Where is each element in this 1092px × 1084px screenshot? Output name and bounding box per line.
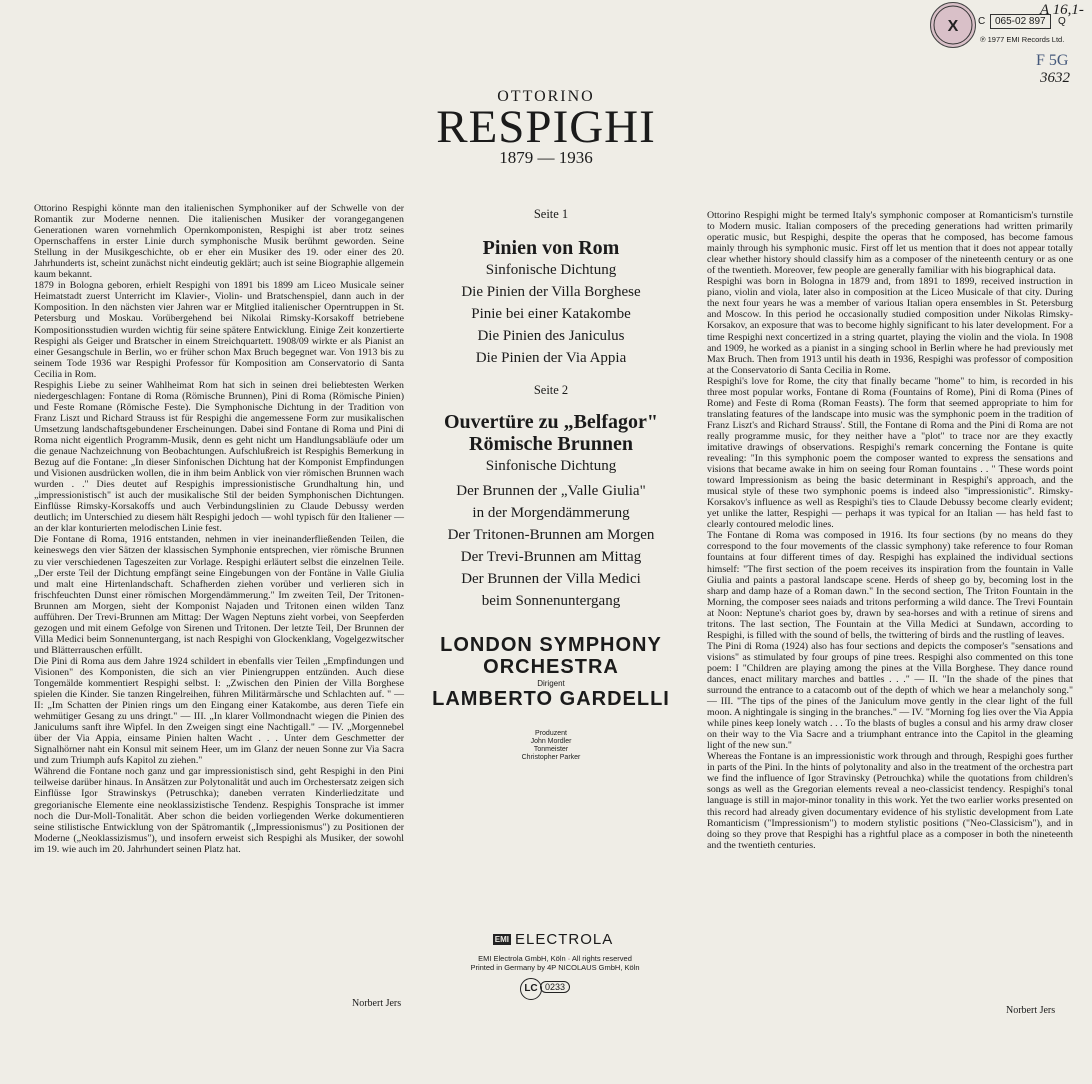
seal-icon (931, 3, 975, 47)
composer-surname: RESPIGHI (436, 101, 656, 153)
credit-line: Tonmeister (533, 746, 569, 753)
movement: Der Tritonen-Brunnen am Morgen (447, 527, 655, 543)
movement: Die Pinien des Janiculus (477, 328, 625, 344)
pathe-marconi-seal (930, 2, 976, 48)
side-1-label: Seite 1 (533, 207, 569, 221)
movement: Der Brunnen der „Valle Giulia" (456, 483, 646, 499)
paragraph: The Pini di Roma (1924) also has four sections and depicts the composer's "sensations and visions" as stimulated by four groups of pine trees. Respighi also commented on this tone poem: I "Children are playing among the pines at the Villa Borghese. They dance round dances, enact military marches and battles . . ." — II. "In the shade of the pines that surround the entrance to a catacomb out of the depth of which we hear a melancholy song." — III. "The tips of the pines of the Janiculum move gently in the clear light of the full moon. A nightingale is singing in the branches." — IV. "Morning fog lies over the Via Appia while pines keep lonely watch . . . To the blasts of bugles a consul and his army draw closer on their way to the Via Sacre and a triumphant entrance into the Capitol in the gleaming light of the new sun." (707, 640, 1073, 752)
copyright: ℗ 1977 EMI Records Ltd. (980, 35, 1065, 44)
work-title: Pinien von Rom (482, 237, 620, 259)
svg-text:X: X (947, 18, 959, 35)
german-liner-notes (34, 203, 404, 855)
orchestra-name-line2: ORCHESTRA (483, 656, 619, 678)
german-signature: Norbert Jers (352, 998, 402, 1009)
movement: Pinie bei einer Katakombe (471, 306, 631, 322)
handwritten-note-2: F 5G (1036, 52, 1069, 69)
english-signature: Norbert Jers (1006, 1005, 1056, 1016)
paragraph: Die Fontane di Roma, 1916 entstanden, nehmen in vier ineinanderfließenden Teilen, die keineswegs den vier Sätzen der klassischen Symphonie entsprechen, vier römische Brunnen zu vier verschiedenen Tageszeiten zur Vorlage. Respighi erläutert selbst die einzelnen Teile. „Der erste Teil der Dichtung empfängt seine Eingebungen von der Fontäne in Valle Giulia und malt eine Hirtenlandschaft. Schafherden ziehen vorüber und verlieren sich in frischfeuchten Dunst einer römischen Morgendämmerung." Im zweiten Teil, Der Tritonen-Brunnen am Morgen, sieht der Komponist Najaden und Tritonen einen wilden Tanz aufführen. Der Trevi-Brunnen am Mittag: Der Wagen Neptuns zieht vorbei, von Seepferden gezogen und mit einem Gefolge von Sirenen und Tritonen. Der letzte Teil, Der Brunnen der Villa Medici beim Sonnenuntergang, ist nach Respighi von Glockenklang, Vogelgezwitscher und Blätterrauschen erfüllt. (34, 534, 404, 656)
imprint-line: Printed in Germany by 4P NICOLAUS GmbH, Köln (470, 963, 640, 972)
paragraph: Respighi's love for Rome, the city that finally became "home" to him, is recorded in his three most popular works, Fontane di Roma (Fountains of Rome), Pini di Roma (Pines of Rome) and Feste di Roma (Roman Feasts). The form that seemed appropriate to him for translating features of the landscape into music was the symphonic poem in the tradition of Franz Liszt's and Richard Strauss'. Still, the Fontane di Roma and the Pini di Roma are not really programme music, for they neither have a "plot" to trace nor are they exactly imitative drawings of observations. Respighi's remark concerning the Fontane is quite revealing: "In this symphonic poem the composer wanted to express the sensations and visions that became awake in him on seeing four Roman fountains . . " These words point toward Impressionism as being the basic determinant in Respighi's approach, and the musical style of these two symphonic poems is indeed also "impressionistic". Rimsky-Korsakov's influence as well as Respighi's ties to Claude Debussy become clearly evident; yet unlike the latter, Respighi — perhaps it was typical for an Italian — has held fast to clearly contoured melodic lines. (707, 375, 1073, 531)
lc-mark: LC (520, 978, 542, 1000)
paragraph: Während die Fontane noch ganz und gar impressionistisch sind, geht Respighi in den Pini teilweise darüber hinaus. In Ansätzen zur Polytonalität und auch im Orchestersatz zeigen sich Einflüsse Igor Strawinskys (Petruschka); daneben verraten Kinderliedzitate und gregorianische Elemente eine neoklassizistische Tendenz. Respighis Tonsprache ist immer noch die Dur-Moll-Tonalität. Aber schon die beiden vorliegenden Werke dokumentieren seine stilistische Entwicklung von der Spätromantik („Impressionismus") zu Positionen der Moderne („Neoklassizismus"), und insofern erweist sich Respighi als Musiker, der sowohl im 19. wie auch im 20. Jahrhundert seinen Platz hat. (34, 766, 404, 855)
imprint (440, 954, 670, 972)
movement: Der Trevi-Brunnen am Mittag (460, 549, 642, 565)
credit-line: John Mordler (530, 738, 572, 745)
catalogue-prefix: C (978, 16, 986, 27)
work-subtitle: Sinfonische Dichtung (485, 262, 617, 278)
credit-line: Christopher Parker (521, 754, 581, 761)
paragraph: Die Pini di Roma aus dem Jahre 1924 schildert in ebenfalls vier Teilen „Empfindungen und Visionen" des Komponisten, die sich an vier Piniengruppen entzünden. Auch diese Tongemälde kommentiert Respighi selbst. I: „Zwischen den Pinien der Villa Borghese spielen die Kinder. Sie tanzen Ringelreihen, führen Militärmärsche und Schlachten auf. " — II: „Im Schatten der Pinien rings um den Eingang einer Katakombe, aus deren Tiefe ein wehmütiger Gesang zu uns dringt." — III. „In klarer Vollmondnacht wiegen die Pinien des Janiculums sanft ihre Wipfel. In den Zweigen singt eine Nachtigall." — IV. „Morgennebel über der Via Appia, einsame Pinien halten Wacht . . . Unter dem Geschmetter der Signalhörner naht ein Konsul mit seinem Heer, um im Glanz der neuen Sonne zur Via Sacra und zum Triumph aufs Kapitol zu ziehen." (34, 655, 404, 767)
paragraph: Ottorino Respighi könnte man den italienischen Symphoniker auf der Schwelle von der Romantik zur Moderne nennen. Die italienischen Musiker der vorangegangenen Generationen waren vornehmlich Opernkomponisten, Respighi ist aber trotz seines Opernschaffens in erster Linie durch symphonische Musik berühmt geworden. Seine Stellung in der Musikgeschichte, ob er eher ein Musiker des 19. oder einer des 20. Jahrhunderts ist, scheint zunächst nicht eindeutig geklärt; auch ist seine Biographie allgemein kaum bekannt. (34, 203, 404, 281)
handwritten-note-1: A 16,1- (1040, 2, 1084, 18)
credit-line: Produzent (535, 730, 567, 737)
emi-mark: EMI (494, 934, 510, 944)
catalogue-number: 065-02 897 (990, 14, 1051, 29)
paragraph: Respighi was born in Bologna in 1879 and, from 1891 to 1899, received instruction in piano, violin and viola, later also in composition at the Liceo Musicale of that city. During the next four years he was a member of various Italian opera ensembles in St. Petersburg and Moscow. In this period he occasionally studied composition under Nikolas Rimsky-Korsakov, an exposure that was to become highly significant to his later development. For a time Respighi next concertized in a string quartet, playing the violin and the viola. In 1908 and 1909, he worked as a pianist in a singing school in Berlin where he had previously met Max Bruch. Then from 1913 until his death in 1936, Respighi was professor of composition at the Conservatorio di Santa Cecilia in Rome. (707, 276, 1073, 376)
movement: Die Pinien der Villa Borghese (461, 284, 641, 300)
movement: in der Morgendämmerung (472, 505, 630, 521)
label-name: ELECTROLA (515, 930, 614, 948)
paragraph: Whereas the Fontane is an impressionistic work through and through, Respighi goes further in parts of the Pini. In the hints of polytonality and also in the treatment of the orchestra part we find the influence of Igor Stravinsky (Petrouchka) while the quotations from children's songs as well as the Gregorian elements reveal a neo-classicist tendency. Respighi's tonal language is still in major-minor tonality in this work. Yet the two earlier works presented on this record had already given documentary evidence of his stylistic development from Late Romanticism ("Impressionism") to modern stylistic positions ("Neo-Classicism"), and in doing so they prove that Respighi has a rightful place as a composer in both the nineteenth and the twentieth centuries. (707, 751, 1073, 851)
movement: beim Sonnenuntergang (481, 593, 621, 609)
catalogue-suffix: Q (1058, 16, 1066, 27)
composer-years: 1879 — 1936 (499, 148, 593, 167)
imprint-line: EMI Electrola GmbH, Köln · All rights reserved (478, 954, 632, 963)
electrola-logo (478, 930, 628, 948)
lc-number: 0233 (540, 981, 570, 993)
movement: Die Pinien der Via Appia (475, 350, 627, 366)
work-subtitle: Sinfonische Dichtung (485, 458, 617, 474)
program (412, 207, 690, 762)
work-title: Römische Brunnen (469, 433, 633, 455)
work-title: Ouvertüre zu „Belfagor" (443, 411, 659, 433)
lc-code-logo (520, 978, 580, 1002)
handwritten-note-3: 3632 (1040, 70, 1070, 86)
composer-firstname: OTTORINO (497, 88, 595, 105)
paragraph: Respighis Liebe zu seiner Wahlheimat Rom hat sich in seinen drei beliebtesten Werken niedergeschlagen: Fontane di Roma (Römische Brunnen), Pini di Roma (Römische Pinien) und Feste Romane (Römische Feste). Die Symphonische Dichtung in der Tradition von Franz Liszt und Richard Strauss ist für Respighi die angemessene Form zur musikalischen Umsetzung landschaftsgebundener Erscheinungen. Dabei sind Fontane di Roma und Pini di Roma nicht eigentlich Programm-Musik, denn es geht nicht um Handlungsabläufe oder um die genaue Nachzeichnung von Beobachtungen. Aufschlußreich ist Respighis Bemerkung in Bezug auf die Fontane: „In dieser Sinfonischen Dichtung hat der Komponist Empfindungen und Visionen ausdrücken wollen, die in ihm beim Anblick von vier römischen Brunnen wach wurden . ." Dies deutet auf Respighis impressionistische Grundhaltung hin, und „impressionistisch" ist auch der musikalische Stil der beiden Symphonischen Dichtungen. Einflüsse Rimsky-Korsakoffs und auch Verbindungslinien zu Claude Debussy werden deutlich; im Unterschied zu diesem hält Respighi jedoch — wohl typisch für den Italiener — an der klar konturierten melodischen Linie fest. (34, 379, 404, 535)
paragraph: Ottorino Respighi might be termed Italy's symphonic composer at Romanticism's turnstile to Modern music. Italian composers of the preceding generations had written primarily operatic music, but Respighi, despite the operas that he composed, has become famous mainly through his symphonic music. First off let us mention that it does not appear totally clear whether history should classify him as a composer of the nineteenth century or as one of the twentieth. Moreover, few people are generally familiar with his biographical data. (707, 210, 1073, 277)
conductor-name: LAMBERTO GARDELLI (432, 688, 670, 710)
paragraph: 1879 in Bologna geboren, erhielt Respighi von 1891 bis 1899 am Liceo Musicale seiner Heimatstadt zuerst Unterricht im Klavier-, Violin- und Bratschenspiel, dann auch in der Komposition. In den nächsten vier Jahren war er Mitglied italienischer Operntruppen in St. Petersburg und Moskau. Vorübergehend bei Nikolai Rimsky-Korsakoff betriebene Kompositionsstudien wurden wichtig für seine spätere Entwicklung. Einige Zeit konzertierte Respighi als Geiger und Bratscher in einem Streichquartett. 1908/09 wirkte er als Pianist an einer Gesangschule in Berlin, wo er früher schon Max Bruch begegnet war. Von 1913 bis zu seinem Tode 1936 war Respighi Professor für Komposition am Conservatorio di Santa Cecilia in Rom. (34, 280, 404, 380)
english-liner-notes (707, 210, 1073, 851)
paragraph: The Fontane di Roma was composed in 1916. Its four sections (by no means do they correspond to the four movements of the classic symphony) take reference to four Roman fountains at four different times of day. Respighi has explained the individual sections himself: "The first section of the poem receives its inspiration from the fountain in Valle Giulia and paints a pastoral landscape scene. Herds of sheep go by, becoming lost in the sharp and damp haze of a Roman dawn." In the second section, The Triton Fountain in the Morning, the composer sees naiads and tritons performing a wild dance. The Trevi Fountain at Noon: Neptune's chariot goes by, drawn by sea-horses and with a retinue of sirens and tritons. The last section, The Fountain at the Villa Medici at Sundawn, according to Respighi, is filled with the sound of bells, the twittering of birds and the rustling of leaves. (707, 530, 1073, 641)
orchestra-name: LONDON SYMPHONY (440, 634, 662, 656)
side-2-label: Seite 2 (533, 383, 569, 397)
conductor-label: Dirigent (537, 679, 565, 688)
movement: Der Brunnen der Villa Medici (461, 571, 641, 587)
